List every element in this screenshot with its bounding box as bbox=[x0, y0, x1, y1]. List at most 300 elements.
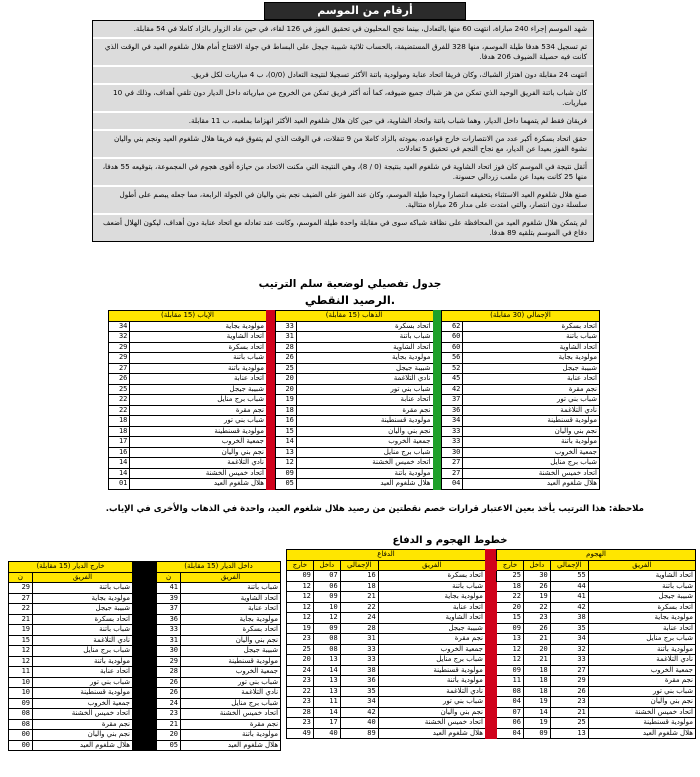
home-caption: الذهاب (15 مقابلة) bbox=[275, 311, 433, 322]
value: 22 bbox=[9, 604, 33, 615]
team-name: اتحاد عنابة bbox=[33, 667, 133, 678]
red-divider bbox=[267, 458, 276, 469]
value: 23 bbox=[157, 709, 181, 720]
conceded-home: 14 bbox=[313, 665, 340, 676]
value: 05 bbox=[157, 740, 181, 751]
conceded-home: 11 bbox=[313, 697, 340, 708]
points: 05 bbox=[275, 479, 296, 490]
value: 39 bbox=[157, 593, 181, 604]
team-name: شباب باتنة bbox=[33, 625, 133, 636]
points: 29 bbox=[109, 342, 130, 353]
points: 16 bbox=[109, 447, 130, 458]
conceded-total: 36 bbox=[340, 676, 378, 687]
conceded-away: 25 bbox=[287, 644, 314, 655]
team-name: اتحاد الشاوية bbox=[588, 571, 695, 582]
stat-item: أثقل نتيجة في الموسم كان فوز اتحاد الشاوية في شلغوم العيد بنتيجة (0 / 8)، وهي النتيجة التي مكنت الاتحاد من حيازة أقوى هجوم في المجموعة، بتوقيعه 55 هدفا، منها 25 كانت بعيدا عن ملعب زردالي حسونة. bbox=[93, 159, 593, 187]
col-home: داخل bbox=[523, 560, 550, 571]
value: 24 bbox=[157, 698, 181, 709]
team-name: هلال شلغوم العيد bbox=[588, 728, 695, 739]
points: 60 bbox=[442, 332, 463, 343]
team-name: شبيبة جيجل bbox=[296, 363, 433, 374]
team-name: شبيبة جيجل bbox=[33, 604, 133, 615]
goals-away: 15 bbox=[497, 613, 524, 624]
points: 12 bbox=[275, 458, 296, 469]
points: 16 bbox=[275, 416, 296, 427]
team-name: جمعية الخروب bbox=[588, 665, 695, 676]
team-name: شبيبة جيجل bbox=[181, 646, 281, 657]
points: 34 bbox=[442, 416, 463, 427]
value: 08 bbox=[9, 709, 33, 720]
team-name: اتحاد بسكرة bbox=[588, 602, 695, 613]
team-name: جمعية الخروب bbox=[378, 644, 485, 655]
points: 52 bbox=[442, 363, 463, 374]
goals-total: 55 bbox=[550, 571, 588, 582]
team-name: نجم مقرة bbox=[463, 384, 600, 395]
green-divider bbox=[433, 353, 442, 364]
green-divider bbox=[433, 405, 442, 416]
table-row bbox=[109, 437, 600, 448]
goals-home: 18 bbox=[523, 676, 550, 687]
conceded-home: 13 bbox=[313, 655, 340, 666]
conceded-total: 21 bbox=[340, 592, 378, 603]
conceded-home: 06 bbox=[313, 581, 340, 592]
stat-item: صنع هلال شلغوم العيد الاستثناء بتحقيقه انتصارا وحيدا طيلة الموسم، وكان عند الفوز على الضيف نجم بني واليان في الجولة الرابعة، مما جعله يبصم على أطول سلسلة دون انتصار، والتي امتدت على مدار 26 مباراة متتالية. bbox=[93, 187, 593, 215]
green-divider bbox=[433, 395, 442, 406]
team-name: نادي التلاغمة bbox=[378, 686, 485, 697]
value: 21 bbox=[157, 719, 181, 730]
stat-item: لم يتمكن هلال شلغوم العيد من المحافظة على نظافة شباكه سوى في مقابلة واحدة طيلة الموسم، وكانت عند تعادله مع اتحاد عنابة دون أهداف، ليكون الهلال أضعف دفاع في الموسم بتلقيه 89 هدفا. bbox=[93, 215, 593, 241]
team-name: شباب برج منايل bbox=[130, 395, 267, 406]
team-name: اتحاد الشاوية bbox=[296, 342, 433, 353]
conceded-home: 07 bbox=[313, 571, 340, 582]
goals-away: 12 bbox=[497, 644, 524, 655]
goals-home: 21 bbox=[523, 634, 550, 645]
conceded-away: 49 bbox=[287, 728, 314, 739]
col-team: الفريق bbox=[33, 572, 133, 583]
team-name: مولودية قسنطينة bbox=[130, 426, 267, 437]
red-divider bbox=[267, 363, 276, 374]
team-name: اتحاد بسكرة bbox=[378, 571, 485, 582]
table-row bbox=[109, 416, 600, 427]
green-divider bbox=[433, 384, 442, 395]
team-name: شباب برج منايل bbox=[378, 655, 485, 666]
value: 10 bbox=[9, 688, 33, 699]
points: 04 bbox=[442, 479, 463, 490]
conceded-home: 09 bbox=[313, 623, 340, 634]
conceded-away: 12 bbox=[287, 602, 314, 613]
red-divider bbox=[267, 353, 276, 364]
team-name: جمعية الخروب bbox=[181, 667, 281, 678]
value: 20 bbox=[157, 730, 181, 741]
points: 36 bbox=[442, 405, 463, 416]
red-divider bbox=[267, 426, 276, 437]
team-name: شباب بني تور bbox=[588, 686, 695, 697]
team-name: مولودية بجاية bbox=[296, 353, 433, 364]
conceded-total: 18 bbox=[340, 581, 378, 592]
team-name: اتحاد بسكرة bbox=[33, 614, 133, 625]
team-name: شبيبة جيجل bbox=[378, 623, 485, 634]
stat-item: شهد الموسم إجراء 240 مباراة، انتهت 60 منها بالتعادل، بينما نجح المحليون في تحقيق الفوز في 126 لقاء، في حين عاد الزوار بالزاد كاملا في 54 مقابلة. bbox=[93, 21, 593, 39]
red-divider bbox=[267, 374, 276, 385]
team-name: نادي التلاغمة bbox=[181, 688, 281, 699]
goals-total: 34 bbox=[550, 634, 588, 645]
goals-total: 42 bbox=[550, 602, 588, 613]
conceded-home: 10 bbox=[313, 602, 340, 613]
goals-total: 41 bbox=[550, 592, 588, 603]
points: 22 bbox=[109, 395, 130, 406]
team-name: اتحاد بسكرة bbox=[463, 321, 600, 332]
red-divider bbox=[267, 342, 276, 353]
points: 56 bbox=[442, 353, 463, 364]
ranking-title: جدول تفصيلي لوضعية سلم الترتيب bbox=[258, 278, 442, 290]
goals-away: 06 bbox=[497, 718, 524, 729]
team-name: شباب بني تور bbox=[130, 416, 267, 427]
section-title-season-figures: أرقام من الموسم bbox=[264, 2, 466, 20]
conceded-away: 23 bbox=[287, 676, 314, 687]
team-name: اتحاد عنابة bbox=[296, 395, 433, 406]
team-name: اتحاد خميس الخشنة bbox=[463, 468, 600, 479]
points: 14 bbox=[109, 468, 130, 479]
points: 33 bbox=[275, 321, 296, 332]
value: 36 bbox=[157, 614, 181, 625]
value: 10 bbox=[9, 677, 33, 688]
team-name: شباب باتنة bbox=[463, 332, 600, 343]
goals-home: 26 bbox=[523, 581, 550, 592]
value: 00 bbox=[9, 740, 33, 751]
team-name: نجم بني واليان bbox=[588, 697, 695, 708]
home-def-caption: داخل الديار (15 مقابلة) bbox=[157, 562, 281, 573]
team-name: اتحاد الشاوية bbox=[181, 593, 281, 604]
team-name: مولودية قسنطينة bbox=[296, 416, 433, 427]
value: 08 bbox=[9, 719, 33, 730]
points: 14 bbox=[109, 458, 130, 469]
goals-home: 21 bbox=[523, 655, 550, 666]
value: 00 bbox=[9, 730, 33, 741]
green-divider bbox=[433, 332, 442, 343]
team-name: شباب برج منايل bbox=[33, 646, 133, 657]
value: 33 bbox=[157, 625, 181, 636]
green-divider bbox=[433, 458, 442, 469]
team-name: اتحاد الشاوية bbox=[378, 613, 485, 624]
points: 33 bbox=[442, 437, 463, 448]
team-name: نجم مقرة bbox=[130, 405, 267, 416]
team-name: مولودية بجاية bbox=[130, 321, 267, 332]
value: 19 bbox=[9, 625, 33, 636]
team-name: مولودية بجاية bbox=[588, 613, 695, 624]
col-away: خارج bbox=[287, 560, 314, 571]
value: 11 bbox=[9, 667, 33, 678]
team-name: نادي التلاغمة bbox=[130, 458, 267, 469]
team-name: مولودية بجاية bbox=[463, 353, 600, 364]
team-name: نادي التلاغمة bbox=[588, 655, 695, 666]
value: 26 bbox=[157, 677, 181, 688]
table-row bbox=[109, 405, 600, 416]
goals-home: 30 bbox=[523, 571, 550, 582]
ranking-table bbox=[108, 310, 600, 490]
points: 15 bbox=[275, 426, 296, 437]
attack-caption: الهجوم bbox=[497, 550, 696, 561]
points: 22 bbox=[109, 405, 130, 416]
team-name: هلال شلغوم العيد bbox=[130, 479, 267, 490]
black-divider bbox=[133, 562, 157, 583]
points: 20 bbox=[275, 384, 296, 395]
conceded-away: 23 bbox=[287, 634, 314, 645]
red-divider bbox=[267, 311, 276, 322]
conceded-total: 31 bbox=[340, 634, 378, 645]
team-name: اتحاد خميس الخشنة bbox=[588, 707, 695, 718]
team-name: اتحاد الشاوية bbox=[463, 342, 600, 353]
col-n: ن bbox=[9, 572, 33, 583]
goals-home: 18 bbox=[523, 665, 550, 676]
table-row bbox=[109, 353, 600, 364]
goals-away: 09 bbox=[497, 623, 524, 634]
col-team: الفريق bbox=[588, 560, 695, 571]
team-name: شباب باتنة bbox=[296, 332, 433, 343]
table-row bbox=[109, 447, 600, 458]
conceded-home: 08 bbox=[313, 644, 340, 655]
goals-home: 20 bbox=[523, 644, 550, 655]
red-divider bbox=[267, 395, 276, 406]
points: 25 bbox=[275, 363, 296, 374]
stat-item: تم تسجيل 534 هدفا طيلة الموسم، منها 328 للفرق المستضيفة، بالحساب ثلاثية شبيبة جيجل على البساط في جولة الافتتاح أمام هلال شلغوم العيد في الوقت الذي كانت فيه حصيلة الضيوف 206 هدفا. bbox=[93, 39, 593, 67]
goals-home: 19 bbox=[523, 718, 550, 729]
value: 26 bbox=[157, 688, 181, 699]
team-name: مولودية باتنة bbox=[378, 676, 485, 687]
value: 41 bbox=[157, 583, 181, 594]
team-name: اتحاد عنابة bbox=[588, 623, 695, 634]
points: 29 bbox=[109, 353, 130, 364]
green-divider bbox=[433, 437, 442, 448]
team-name: مولودية بجاية bbox=[33, 593, 133, 604]
points: 27 bbox=[109, 363, 130, 374]
red-divider bbox=[267, 468, 276, 479]
team-name: جمعية الخروب bbox=[296, 437, 433, 448]
green-divider bbox=[433, 311, 442, 322]
team-name: شباب باتنة bbox=[33, 583, 133, 594]
goals-total: 33 bbox=[550, 655, 588, 666]
conceded-away: 12 bbox=[287, 592, 314, 603]
team-name: مولودية قسنطينة bbox=[181, 656, 281, 667]
points: 13 bbox=[275, 447, 296, 458]
goals-total: 23 bbox=[550, 697, 588, 708]
team-name: اتحاد خميس الخشنة bbox=[130, 468, 267, 479]
team-name: مولودية باتنة bbox=[33, 656, 133, 667]
total-caption: الإجمالي (30 مقابلة) bbox=[442, 311, 600, 322]
conceded-away: 09 bbox=[287, 571, 314, 582]
conceded-total: 22 bbox=[340, 602, 378, 613]
away-def-caption: خارج الديار (15 مقابلة) bbox=[9, 562, 133, 573]
goals-away: 04 bbox=[497, 697, 524, 708]
value: 12 bbox=[9, 646, 33, 657]
points: 27 bbox=[442, 468, 463, 479]
conceded-total: 40 bbox=[340, 718, 378, 729]
team-name: مولودية بجاية bbox=[181, 614, 281, 625]
team-name: اتحاد بسكرة bbox=[181, 625, 281, 636]
ranking-subtitle: .الرصيد النقطي bbox=[304, 293, 396, 307]
goals-total: 21 bbox=[550, 707, 588, 718]
team-name: مولودية قسنطينة bbox=[378, 665, 485, 676]
points: 45 bbox=[442, 374, 463, 385]
red-divider bbox=[267, 321, 276, 332]
conceded-total: 16 bbox=[340, 571, 378, 582]
red-divider bbox=[267, 332, 276, 343]
team-name: هلال شلغوم العيد bbox=[181, 740, 281, 751]
points: 31 bbox=[275, 332, 296, 343]
team-name: هلال شلغوم العيد bbox=[33, 740, 133, 751]
green-divider bbox=[433, 321, 442, 332]
value: 09 bbox=[9, 698, 33, 709]
points: 42 bbox=[442, 384, 463, 395]
goals-away: 18 bbox=[497, 581, 524, 592]
table-row bbox=[109, 321, 600, 332]
points: 18 bbox=[109, 416, 130, 427]
goals-away: 20 bbox=[497, 602, 524, 613]
conceded-total: 38 bbox=[340, 665, 378, 676]
conceded-total: 33 bbox=[340, 655, 378, 666]
col-team: الفريق bbox=[181, 572, 281, 583]
red-divider bbox=[267, 479, 276, 490]
red-divider bbox=[485, 571, 496, 739]
goals-home: 09 bbox=[523, 728, 550, 739]
conceded-home: 13 bbox=[313, 686, 340, 697]
points: 62 bbox=[442, 321, 463, 332]
team-name: نجم بني واليان bbox=[463, 426, 600, 437]
conceded-total: 89 bbox=[340, 728, 378, 739]
col-total: الإجمالي bbox=[340, 560, 378, 571]
points: 26 bbox=[275, 353, 296, 364]
goals-away: 08 bbox=[497, 686, 524, 697]
table-row bbox=[9, 583, 281, 594]
team-name: جمعية الخروب bbox=[130, 437, 267, 448]
team-name: اتحاد عنابة bbox=[463, 374, 600, 385]
attack-defense-title: خطوط الهجوم و الدفاع bbox=[392, 535, 508, 546]
team-name: مولودية قسنطينة bbox=[463, 416, 600, 427]
team-name: هلال شلغوم العيد bbox=[296, 479, 433, 490]
goals-home: 26 bbox=[523, 623, 550, 634]
team-name: جمعية الخروب bbox=[463, 447, 600, 458]
away-caption: الإياب (15 مقابلة) bbox=[109, 311, 267, 322]
value: 29 bbox=[9, 583, 33, 594]
conceded-away: 28 bbox=[287, 707, 314, 718]
team-name: شباب برج منايل bbox=[181, 698, 281, 709]
conceded-home: 09 bbox=[313, 592, 340, 603]
team-name: شباب باتنة bbox=[588, 581, 695, 592]
green-divider bbox=[433, 374, 442, 385]
stat-item: حقق اتحاد بسكرة أكبر عدد من الانتصارات خارج قواعده، بعودته بالزاد كاملا من 9 تنقلات، في الوقت الذي لم يتفوق فيه فريقا هلال شلغوم العيد ونجم بني واليان نشوة الفوز بعيدا عن الديار، مع نجاح النجم في تحقيق 5 تعادلات. bbox=[93, 131, 593, 159]
team-name: شبيبة جيجل bbox=[588, 592, 695, 603]
season-stats-box bbox=[92, 20, 594, 242]
stat-item: انتهت 24 مقابلة دون اهتزاز الشباك، وكان فريقا اتحاد عنابة ومولودية باتنة الأكثر تسجيلا لنتيجة التعادل (0/0)، ب 4 مباريات لكل فريق. bbox=[93, 67, 593, 85]
goals-away: 22 bbox=[497, 592, 524, 603]
col-team: الفريق bbox=[378, 560, 485, 571]
conceded-home: 40 bbox=[313, 728, 340, 739]
conceded-total: 24 bbox=[340, 613, 378, 624]
points: 19 bbox=[275, 395, 296, 406]
goals-away: 13 bbox=[497, 634, 524, 645]
goals-total: 38 bbox=[550, 613, 588, 624]
points: 01 bbox=[109, 479, 130, 490]
conceded-home: 14 bbox=[313, 707, 340, 718]
team-name: شباب بني تور bbox=[296, 384, 433, 395]
goals-total: 32 bbox=[550, 644, 588, 655]
table-row bbox=[109, 384, 600, 395]
table-row bbox=[109, 468, 600, 479]
conceded-away: 19 bbox=[287, 623, 314, 634]
value: 31 bbox=[157, 635, 181, 646]
points: 25 bbox=[109, 384, 130, 395]
team-name: شباب برج منايل bbox=[463, 458, 600, 469]
conceded-home: 13 bbox=[313, 676, 340, 687]
team-name: شباب بني تور bbox=[33, 677, 133, 688]
table-row bbox=[109, 374, 600, 385]
goals-away: 09 bbox=[497, 665, 524, 676]
conceded-away: 12 bbox=[287, 613, 314, 624]
red-divider bbox=[267, 405, 276, 416]
team-name: اتحاد الشاوية bbox=[130, 332, 267, 343]
team-name: مولودية قسنطينة bbox=[33, 688, 133, 699]
table-row bbox=[109, 479, 600, 490]
team-name: شباب برج منايل bbox=[296, 447, 433, 458]
team-name: شباب بني تور bbox=[378, 697, 485, 708]
defense-caption: الدفاع bbox=[287, 550, 486, 561]
team-name: نجم بني واليان bbox=[378, 707, 485, 718]
team-name: جمعية الخروب bbox=[33, 698, 133, 709]
goals-total: 29 bbox=[550, 676, 588, 687]
conceded-away: 23 bbox=[287, 697, 314, 708]
table-row bbox=[109, 458, 600, 469]
team-name: مولودية باتنة bbox=[130, 363, 267, 374]
conceded-home: 08 bbox=[313, 634, 340, 645]
team-name: نجم بني واليان bbox=[130, 447, 267, 458]
green-divider bbox=[433, 479, 442, 490]
conceded-away: 22 bbox=[287, 686, 314, 697]
team-name: هلال شلغوم العيد bbox=[463, 479, 600, 490]
col-away: خارج bbox=[497, 560, 524, 571]
team-name: شباب باتنة bbox=[181, 583, 281, 594]
team-name: نجم مقرة bbox=[588, 676, 695, 687]
goals-away: 12 bbox=[497, 655, 524, 666]
team-name: اتحاد خميس الخشنة bbox=[296, 458, 433, 469]
red-divider bbox=[267, 437, 276, 448]
value: 29 bbox=[157, 656, 181, 667]
team-name: مولودية باتنة bbox=[296, 468, 433, 479]
team-name: نجم بني واليان bbox=[33, 730, 133, 741]
stat-item: كان شباب باتنة الفريق الوحيد الذي تمكن من هز شباك جميع ضيوفه، كما أنه أكثر فريق تمكن من الخروج من مبارياته داخل الديار دون تلقي أهداف، وذلك في 10 مباريات. bbox=[93, 85, 593, 113]
goals-home: 23 bbox=[523, 613, 550, 624]
col-total: الإجمالي bbox=[550, 560, 588, 571]
points: 34 bbox=[109, 321, 130, 332]
team-name: اتحاد عنابة bbox=[378, 602, 485, 613]
table-row bbox=[109, 395, 600, 406]
points: 14 bbox=[275, 437, 296, 448]
attack-defense-table bbox=[286, 549, 696, 739]
team-name: نادي التلاغمة bbox=[463, 405, 600, 416]
points: 33 bbox=[442, 426, 463, 437]
conceded-away: 24 bbox=[287, 665, 314, 676]
ranking-note: ملاحظة: هذا الترتيب يأخذ بعين الاعتبار قرارات خصم نقطتين من رصيد هلال شلغوم العيد، واحدة في الذهاب والأخرى في الإياب. bbox=[105, 504, 644, 514]
team-name: نجم مقرة bbox=[296, 405, 433, 416]
points: 37 bbox=[442, 395, 463, 406]
green-divider bbox=[433, 426, 442, 437]
value: 15 bbox=[9, 635, 33, 646]
conceded-home: 12 bbox=[313, 613, 340, 624]
red-divider bbox=[267, 447, 276, 458]
stat-item: فريقان فقط لم يتمهما داخل الديار، وهما شباب باتنة واتحاد الشاوية، في حين كان هلال شلغوم العيد الأكثر انهزاما بملعبه، ب 11 مقابلة. bbox=[93, 113, 593, 131]
table-row bbox=[109, 363, 600, 374]
conceded-total: 33 bbox=[340, 644, 378, 655]
red-divider bbox=[485, 550, 496, 571]
col-home: داخل bbox=[313, 560, 340, 571]
